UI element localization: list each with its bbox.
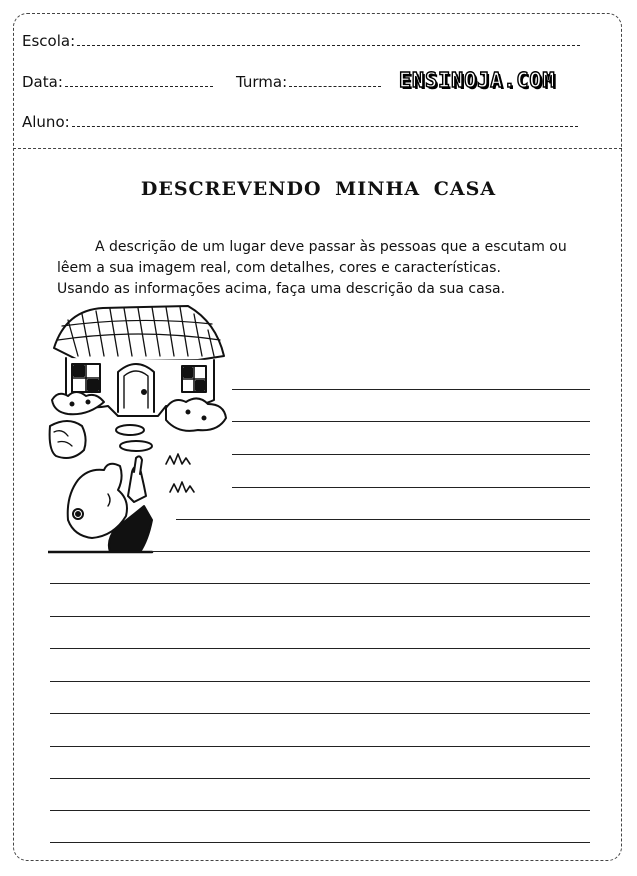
worksheet-title: DESCREVENDO MINHA CASA [140,178,497,200]
school-label: Escola: [22,32,76,50]
instruction-line: A descrição de um lugar deve passar às pessoas que a escutam ou [95,239,567,255]
class-field[interactable] [236,73,381,91]
writing-line[interactable] [50,713,590,714]
writing-line[interactable] [232,487,590,488]
writing-line[interactable] [50,583,590,584]
instruction-line: Usando as informações acima, faça uma descrição da sua casa. [57,281,506,297]
class-label: Turma: [236,73,288,91]
writing-line[interactable] [176,519,590,520]
writing-line[interactable] [50,648,590,649]
date-answer-line[interactable] [65,85,213,87]
writing-line[interactable] [50,842,590,843]
header-divider [13,148,622,149]
school-answer-line[interactable] [77,44,580,46]
writing-line[interactable] [50,778,590,779]
brand-logo: ENSINOJA.COM [399,68,556,92]
student-field[interactable] [22,113,578,131]
house-illustration [48,300,230,554]
writing-line[interactable] [232,389,590,390]
writing-line[interactable] [232,421,590,422]
class-answer-line[interactable] [289,85,381,87]
writing-line[interactable] [50,746,590,747]
writing-line[interactable] [50,810,590,811]
school-field[interactable] [22,32,580,50]
instruction-line: lêem a sua imagem real, com detalhes, cores e características. [57,260,501,276]
instruction-text [57,237,597,300]
writing-line[interactable] [232,454,590,455]
writing-line[interactable] [50,681,590,682]
date-field[interactable] [22,73,213,91]
student-label: Aluno: [22,113,70,131]
writing-line[interactable] [150,551,590,552]
writing-line[interactable] [50,616,590,617]
student-answer-line[interactable] [72,125,578,127]
date-label: Data: [22,73,63,91]
